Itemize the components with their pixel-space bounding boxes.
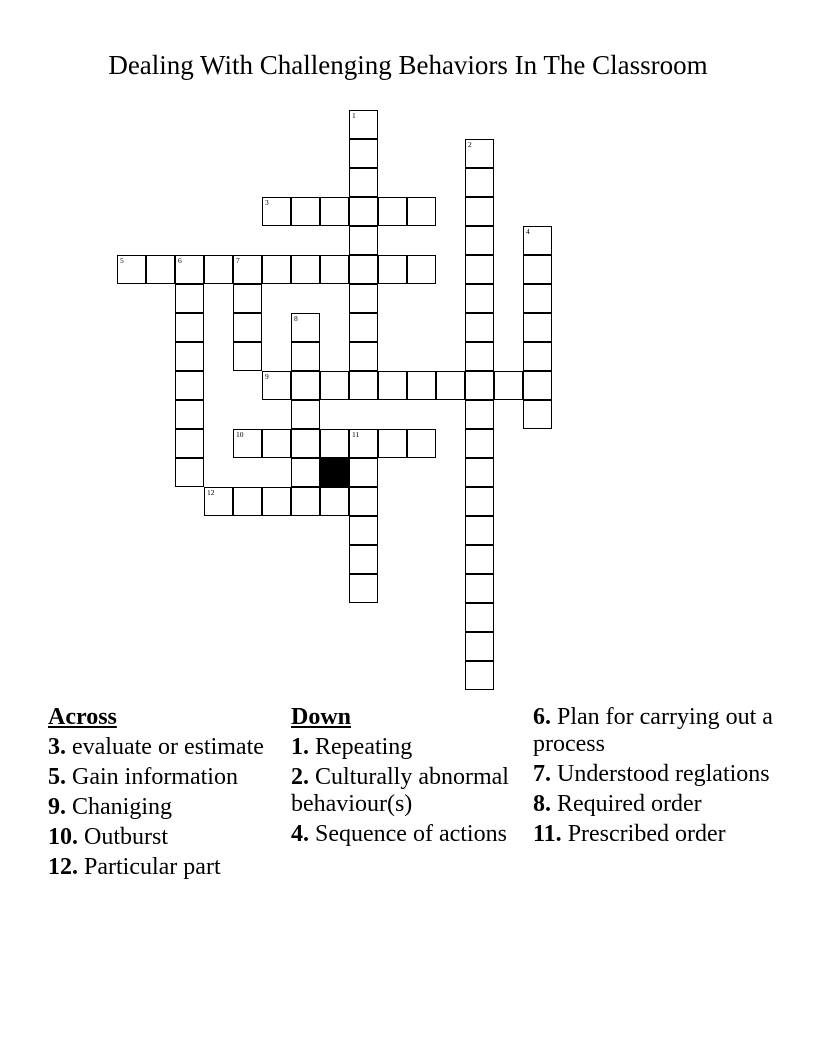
cell-number: 9 <box>265 372 269 381</box>
clue-down-2: 2. Culturally abnormal behaviour(s) <box>291 764 509 817</box>
grid-cell[interactable] <box>320 487 349 516</box>
grid-cell[interactable] <box>320 197 349 226</box>
grid-cell[interactable] <box>291 458 320 487</box>
grid-cell[interactable] <box>175 342 204 371</box>
grid-cell[interactable] <box>523 371 552 400</box>
grid-cell[interactable] <box>378 197 407 226</box>
grid-cell[interactable] <box>465 342 494 371</box>
grid-cell[interactable] <box>262 371 291 400</box>
grid-cell[interactable] <box>349 255 378 284</box>
grid-cell[interactable] <box>465 458 494 487</box>
down-clues <box>291 704 521 851</box>
grid-cell[interactable] <box>523 255 552 284</box>
cell-number: 11 <box>352 430 360 439</box>
grid-cell[interactable] <box>349 574 378 603</box>
grid-cell[interactable] <box>204 255 233 284</box>
grid-cell[interactable] <box>523 226 552 255</box>
grid-cell[interactable] <box>349 458 378 487</box>
cell-number: 12 <box>207 488 215 497</box>
grid-cell[interactable] <box>378 371 407 400</box>
clue-across-3: 3. evaluate or estimate <box>48 734 264 760</box>
across-clues <box>48 704 278 884</box>
grid-cell[interactable] <box>523 313 552 342</box>
grid-cell[interactable] <box>349 516 378 545</box>
cell-number: 3 <box>265 198 269 207</box>
grid-cell[interactable] <box>523 342 552 371</box>
grid-cell[interactable] <box>349 342 378 371</box>
clue-down-1: 1. Repeating <box>291 734 413 760</box>
grid-cell[interactable] <box>407 371 436 400</box>
grid-cell[interactable] <box>465 487 494 516</box>
grid-cell-black <box>320 458 349 487</box>
cell-number: 2 <box>468 140 472 149</box>
grid-cell[interactable] <box>320 429 349 458</box>
grid-cell[interactable] <box>291 429 320 458</box>
grid-cell[interactable] <box>175 458 204 487</box>
grid-cell[interactable] <box>349 139 378 168</box>
grid-cell[interactable] <box>465 284 494 313</box>
clue-across-5: 5. Gain information <box>48 764 238 790</box>
grid-cell[interactable] <box>523 284 552 313</box>
grid-cell[interactable] <box>465 516 494 545</box>
grid-cell[interactable] <box>465 168 494 197</box>
grid-cell[interactable] <box>465 545 494 574</box>
clue-down-11: 11. Prescribed order <box>533 821 726 847</box>
grid-cell[interactable] <box>291 313 320 342</box>
grid-cell[interactable] <box>349 545 378 574</box>
cell-number: 5 <box>120 256 124 265</box>
grid-cell[interactable] <box>175 255 204 284</box>
grid-cell[interactable] <box>349 226 378 255</box>
grid-cell[interactable] <box>233 342 262 371</box>
grid-cell[interactable] <box>407 197 436 226</box>
clue-across-9: 9. Chaniging <box>48 794 172 820</box>
grid-cell[interactable] <box>291 371 320 400</box>
grid-cell[interactable] <box>349 110 378 139</box>
across-heading: Across <box>48 704 117 730</box>
grid-cell[interactable] <box>349 371 378 400</box>
grid-cell[interactable] <box>291 487 320 516</box>
grid-cell[interactable] <box>436 371 465 400</box>
cell-number: 1 <box>352 111 356 120</box>
grid-cell[interactable] <box>262 197 291 226</box>
grid-cell[interactable] <box>349 313 378 342</box>
grid-cell[interactable] <box>465 255 494 284</box>
down-heading: Down <box>291 704 352 730</box>
grid-cell[interactable] <box>349 487 378 516</box>
grid-cell[interactable] <box>378 255 407 284</box>
clue-across-12: 12. Particular part <box>48 854 221 880</box>
grid-cell[interactable] <box>233 487 262 516</box>
clue-across-10: 10. Outburst <box>48 824 168 850</box>
grid-cell[interactable] <box>291 197 320 226</box>
grid-cell[interactable] <box>465 400 494 429</box>
grid-cell[interactable] <box>378 429 407 458</box>
grid-cell[interactable] <box>233 313 262 342</box>
grid-cell[interactable] <box>117 255 146 284</box>
grid-cell[interactable] <box>320 371 349 400</box>
grid-cell[interactable] <box>175 313 204 342</box>
cell-number: 4 <box>526 227 530 236</box>
grid-cell[interactable] <box>175 429 204 458</box>
grid-cell[interactable] <box>291 255 320 284</box>
grid-cell[interactable] <box>146 255 175 284</box>
page-title: Dealing With Challenging Behaviors In The Classroom <box>108 50 708 80</box>
grid-cell[interactable] <box>291 342 320 371</box>
clue-down-6: 6. Plan for carrying out a process <box>533 704 773 757</box>
grid-cell[interactable] <box>465 226 494 255</box>
clue-down-7: 7. Understood reglations <box>533 761 770 787</box>
grid-cell[interactable] <box>233 429 262 458</box>
grid-cell[interactable] <box>349 168 378 197</box>
grid-cell[interactable] <box>523 400 552 429</box>
grid-cell[interactable] <box>320 255 349 284</box>
cell-number: 8 <box>294 314 298 323</box>
grid-cell[interactable] <box>465 313 494 342</box>
grid-cell[interactable] <box>465 661 494 690</box>
grid-cell[interactable] <box>494 371 523 400</box>
cell-number: 7 <box>236 256 240 265</box>
grid-cell[interactable] <box>175 400 204 429</box>
grid-cell[interactable] <box>465 632 494 661</box>
clue-down-4: 4. Sequence of actions <box>291 821 507 847</box>
grid-cell[interactable] <box>349 284 378 313</box>
grid-cell[interactable] <box>407 255 436 284</box>
grid-cell[interactable] <box>175 284 204 313</box>
cell-number: 6 <box>178 256 182 265</box>
grid-cell[interactable] <box>349 197 378 226</box>
grid-cell[interactable] <box>233 255 262 284</box>
down-clues-continued <box>533 704 773 851</box>
grid-cell[interactable] <box>262 487 291 516</box>
grid-cell[interactable] <box>262 255 291 284</box>
grid-cell[interactable] <box>465 371 494 400</box>
grid-cell[interactable] <box>233 284 262 313</box>
grid-cell[interactable] <box>262 429 291 458</box>
grid-cell[interactable] <box>204 487 233 516</box>
grid-cell[interactable] <box>291 400 320 429</box>
grid-cell[interactable] <box>407 429 436 458</box>
grid-cell[interactable] <box>465 574 494 603</box>
cell-number: 10 <box>236 430 244 439</box>
grid-cell[interactable] <box>175 371 204 400</box>
grid-cell[interactable] <box>465 197 494 226</box>
clue-down-8: 8. Required order <box>533 791 702 817</box>
grid-cell[interactable] <box>465 429 494 458</box>
grid-cell[interactable] <box>349 429 378 458</box>
grid-cell[interactable] <box>465 603 494 632</box>
grid-cell[interactable] <box>465 139 494 168</box>
